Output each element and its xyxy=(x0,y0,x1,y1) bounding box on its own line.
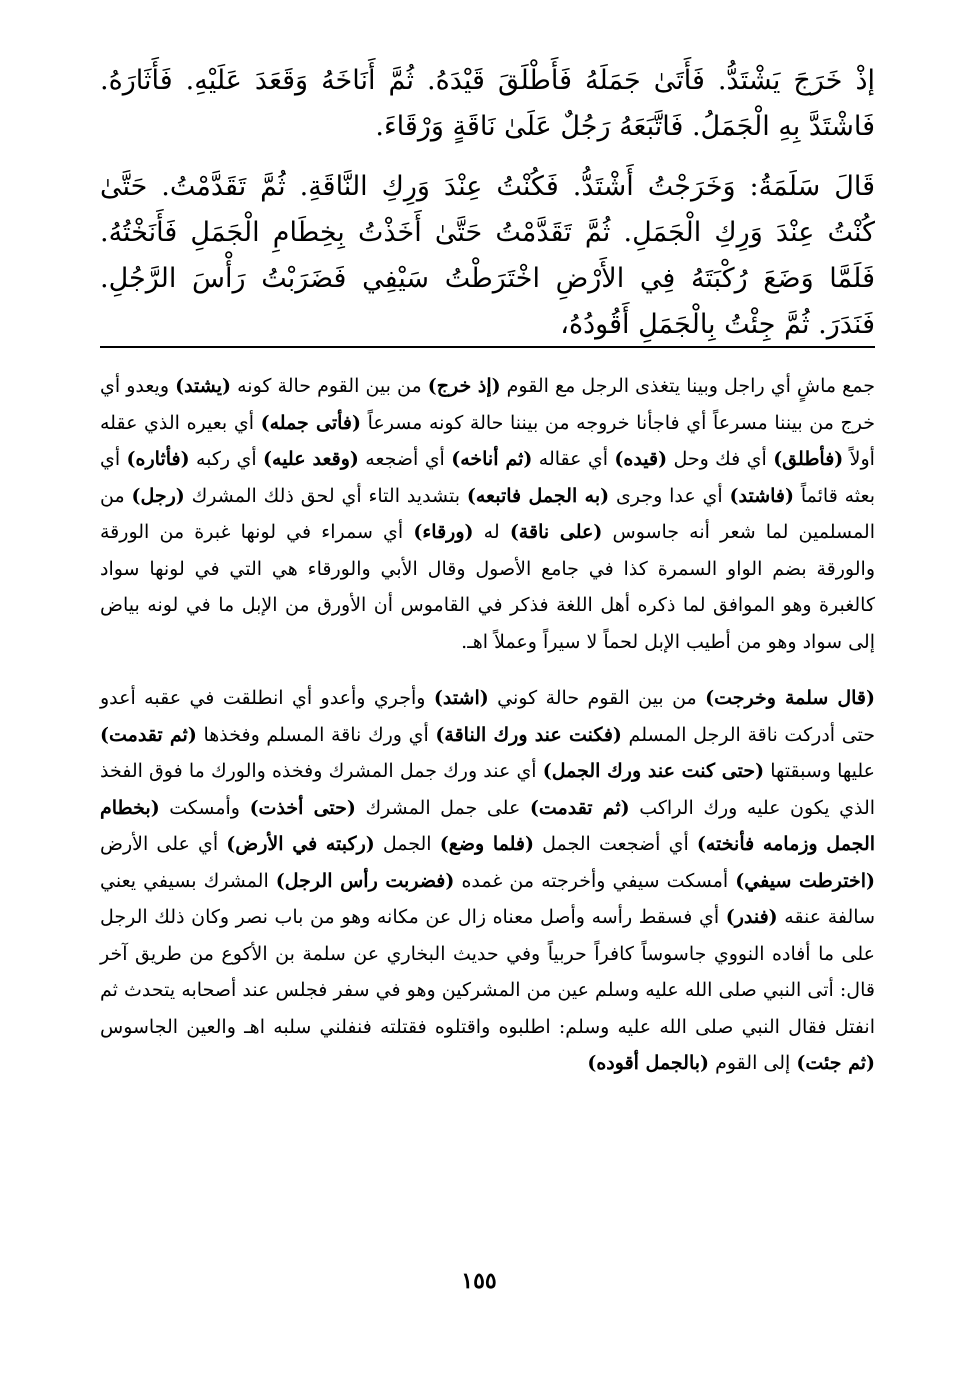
commentary-text-run: أي سمراء في لونها غبرة من الورقة والورقة بضم الواو السمرة كذا في جامع الأصول وقال الأبي والورقاء هي التي في لونها سواد كالغبرة وهو الموافق لما ذكره أهل اللغة فذكر في القاموس أن الأورق من الإبل ما في لونه بياض إلى سواد وهو من أطيب الإبل لحماً لا سيراً وعملاً اهـ. xyxy=(100,521,875,653)
commentary-keyword: (فاشتد) xyxy=(729,484,794,507)
separator-line xyxy=(100,346,875,348)
commentary-keyword: (بخطام الجمل وزمامه فأنخته) xyxy=(100,796,876,855)
commentary-text-run: أي أضجعه xyxy=(358,448,452,470)
commentary-text-run: الجمل xyxy=(374,833,440,855)
commentary-text-run: ويعدو أي خرج من بيننا مسرعاً أي فاجأنا خروجه من بيننا حالة كونه مسرعاً xyxy=(100,375,875,434)
commentary-text-run: أي عدا وجرى xyxy=(609,484,730,507)
commentary-text-run: وأجري وأعدو أي انطلقت في عقبه أعدو حتى أدركت ناقة الرجل المسلم xyxy=(100,687,876,746)
commentary-text-run: أي عقاله xyxy=(532,448,615,470)
commentary-text-run: عليها وسبقتها xyxy=(764,760,875,782)
commentary-keyword: (ثم تقدمت) xyxy=(529,796,630,819)
commentary-paragraph-2 xyxy=(100,680,875,1082)
hadith-paragraph-2: قَالَ سَلَمَةُ: وَخَرَجْتُ أَشْتَدُّ. فَكُنْتُ عِنْدَ وَرِكِ النَّاقَةِ. ثُمَّ تَقَدَّمْتُ. حَتَّىٰ كُنْتُ عِنْدَ وَرِكِ الْجَمَلِ. ثُمَّ تَقَدَّمْتُ حَتَّىٰ أَخَذْتُ بِخِطَامِ الْجَمَلِ فَأَنَخْتُهُ. فَلَمَّا وَضَعَ رُكْبَتَهُ فِي الأَرْضِ اخْتَرَطْتُ سَيْفِي فَضَرَبْتُ رَأْسَ الرَّجُلِ. فَنَدَرَ. ثُمَّ جِئْتُ بِالْجَمَلِ أَقُودُهُ، xyxy=(100,171,875,340)
commentary-text-run: أي فك وحل xyxy=(667,448,774,470)
commentary-keyword: (فكنت عند ورك الناقة) xyxy=(435,723,622,746)
commentary-text-run: إلى القوم xyxy=(709,1052,797,1074)
commentary-text-run: من بين القوم حالة كوني xyxy=(488,687,706,709)
commentary-keyword: (رجل) xyxy=(131,484,185,507)
commentary-keyword: (يشتد) xyxy=(175,375,232,397)
commentary-text-run: أي أضجعت الجمل xyxy=(533,833,697,855)
commentary-keyword: (به الجمل فاتبعه) xyxy=(466,484,610,507)
commentary-text-run: من بين القوم حالة كونه xyxy=(231,375,428,397)
commentary-keyword: (اشتد) xyxy=(433,687,489,709)
commentary-text-run: وأمسكت xyxy=(159,796,250,819)
commentary-keyword: (فأطلق) xyxy=(773,448,844,470)
commentary-keyword: (قال سلمة وخرجت) xyxy=(705,687,875,709)
commentary-keyword: (إذ خرج) xyxy=(427,375,501,397)
commentary-keyword: (فأتى جمله) xyxy=(260,411,361,434)
commentary-keyword: (على ناقة) xyxy=(509,521,603,543)
commentary-keyword: (فضربت رأس الرجل) xyxy=(275,869,455,892)
commentary-paragraph-1 xyxy=(100,368,875,660)
commentary-text-run: أي عند ورك جمل المشرك وفخذه والورك ما فوق الفخذ الذي يكون عليه ورك الراكب xyxy=(100,760,876,819)
commentary-text-run: أي ركبه xyxy=(189,448,264,470)
commentary-text-run: أي على الأرض xyxy=(100,833,227,855)
commentary-keyword: (ورقاء) xyxy=(413,521,474,543)
commentary-text-run: من المسلمين لما شعر أنه جاسوس xyxy=(100,484,875,543)
commentary-keyword: (فلما وضع) xyxy=(439,833,534,855)
commentary-keyword: (ثم تقدمت) xyxy=(100,723,197,746)
commentary-text-run: أمسكت سيفي وأخرجته من غمده xyxy=(454,869,736,892)
hadith-text xyxy=(100,58,875,362)
commentary-keyword: (بالجمل أقوده) xyxy=(587,1052,710,1074)
commentary-text-run: أي فسقط رأسه وأصل معناه زال عن مكانه وهو من باب نصر وكان ذلك الرجل على ما أفاده النووي جاسوساً كافراً حربياً وفي حديث البخاري عن سلمة بن الأكوع من طريق آخر قال: أتى النبي صلى الله عليه وسلم عين من المشركين وهو في سفر فجلس عند أصحابه يتحدث ثم انفتل فقال النبي صلى الله عليه وسلم: اطلبوه واقتلوه فقتلته فنفلني سلبه اهـ والعين الجاسوس xyxy=(100,906,875,1038)
commentary-text-run: على جمل المشرك xyxy=(355,796,530,819)
commentary-text-run: له xyxy=(473,521,510,543)
commentary-keyword: (وقعد عليه) xyxy=(263,448,359,470)
commentary-text-run: بتشديد التاء أي لحق ذلك المشرك xyxy=(184,484,467,507)
commentary-keyword: (قيده) xyxy=(614,448,668,470)
hadith-paragraph-1: إذْ خَرَجَ يَشْتَدُّ. فَأَتَىٰ جَمَلَهُ فَأَطْلَقَ قَيْدَهُ. ثُمَّ أَنَاخَهُ وَقَعَدَ عَلَيْهِ. فَأَثَارَهُ. فَاشْتَدَّ بِهِ الْجَمَلُ. فَاتَّبَعَهُ رَجُلٌ عَلَىٰ نَاقَةٍ وَرْقَاءَ. xyxy=(100,65,875,142)
commentary-keyword: (حتى كنت عند ورك الجمل) xyxy=(542,760,765,782)
commentary-keyword: (اخترطت سيفي) xyxy=(735,869,876,892)
commentary-text-run: أي ورك ناقة المسلم وفخذها xyxy=(196,723,436,746)
commentary-text-run: أي بعثه قائماً xyxy=(100,448,875,507)
commentary-keyword: (حتى أخذت) xyxy=(249,796,356,819)
commentary-keyword: (فندر) xyxy=(725,906,778,928)
commentary-text-run: جمع ماشٍ أي راجل وبينا يتغذى الرجل مع القوم xyxy=(500,375,876,397)
commentary-keyword: (ثم أناخه) xyxy=(451,448,533,470)
commentary-text xyxy=(100,368,875,1102)
page-number: ١٥٥ xyxy=(461,1268,497,1294)
commentary-keyword: (ركبته في الأرض) xyxy=(226,833,375,855)
commentary-text-run: المشرك بسيفي يعني سالفة عنقه xyxy=(100,869,876,928)
commentary-text-run: أي بعيره الذي عقله أولاً xyxy=(100,411,875,470)
commentary-keyword: (ثم جئت) xyxy=(796,1052,875,1074)
commentary-keyword: (فأثاره) xyxy=(126,448,190,470)
